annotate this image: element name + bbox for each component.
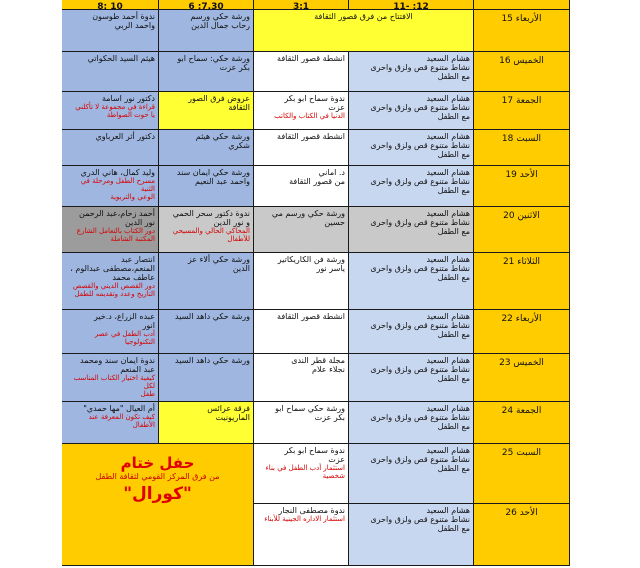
workshop-cell [159, 207, 254, 253]
workshop-cell [159, 310, 254, 354]
workshop-line: ورشة حكي هيثم [195, 132, 250, 141]
closing-subtitle: من فرق المركز القومي لثقافة الطفل [95, 472, 220, 481]
session-line: حسين [324, 218, 345, 227]
opening-text: الافتتاح من فرق قصور الثقافة [314, 12, 413, 21]
day-cell [474, 52, 570, 92]
workshop-cell [159, 354, 254, 402]
activity-line: مع الطفل [437, 72, 470, 81]
session-cell [254, 130, 349, 166]
day-cell [474, 207, 570, 253]
activity-line: نشاط متنوع قص ولزق واحرى [370, 264, 470, 273]
seminar-note: التكنولوجيا [124, 338, 155, 346]
activity-cell [349, 92, 474, 130]
session-cell [254, 207, 349, 253]
header-col1: 10 :8 [62, 0, 159, 10]
activity-line: نشاط متنوع قص ولزق واحرى [370, 103, 470, 112]
activity-line: هشام السعيد [426, 312, 470, 321]
session-cell [254, 52, 349, 92]
day-label: الاثنين 20 [503, 211, 540, 221]
session-line: عزت [328, 455, 345, 464]
activity-cell [349, 207, 474, 253]
workshop-line: ورشة حكي داهد السيد [175, 356, 250, 365]
activity-cell [349, 166, 474, 207]
day-label: الأربعاء 15 [501, 14, 542, 24]
activity-cell [349, 402, 474, 444]
day-label: الأربعاء 22 [501, 314, 542, 324]
seminar-note: التاريخ وعدد وتقديمه للطفل [74, 290, 155, 298]
seminar-line: وليد كمال، هاني الدري [80, 168, 155, 177]
day-label: الخميس 16 [499, 56, 544, 66]
session-cell [254, 166, 349, 207]
workshop-line: شكري [228, 141, 250, 150]
day-label: الجمعة 17 [501, 96, 542, 106]
activity-line: هشام السعيد [426, 404, 470, 413]
seminar-line: دكتور نور اسامة [101, 94, 155, 103]
workshop-line: فرقة عرائس [207, 404, 250, 413]
day-label: الأحد 26 [505, 508, 538, 518]
activity-cell [349, 130, 474, 166]
workshop-line: الماريونيت [215, 413, 250, 422]
workshop-line: ندوة دكتور سحر الحمي [172, 209, 250, 218]
seminar-note: الوعي والتربوية [110, 193, 155, 201]
opening-cell [254, 10, 474, 52]
activity-line: مع الطفل [437, 374, 470, 383]
seminar-note: المكتبة الشاملة [110, 235, 155, 243]
seminar-note: قراءة في مجموعة لا تأكلني [75, 103, 155, 111]
activity-cell [349, 310, 474, 354]
session-line: بكر عزت [314, 413, 345, 422]
activity-line: هشام السعيد [426, 356, 470, 365]
closing-name: "كورال" [123, 484, 192, 504]
activity-line: مع الطفل [437, 150, 470, 159]
session-note: استثمار الاداره الجينية للأبناء [264, 515, 345, 523]
day-cell [474, 504, 570, 566]
workshop-line: ورشة حكي: سماح ابو [177, 54, 250, 63]
session-line: من قصور الثقافة [289, 177, 345, 186]
seminar-line: انتصار عبد [120, 255, 155, 264]
workshop-line: رحاب جمال الدين [191, 21, 250, 30]
seminar-line: ندوة أحمد طوسون [92, 12, 155, 21]
activity-line: نشاط متنوع قص ولزق واحرى [370, 177, 470, 186]
seminar-line: دكتور أثر العرباوي [95, 132, 155, 141]
workshop-line: ورشة حكي ألاء عز [187, 255, 250, 264]
activity-line: هشام السعيد [426, 132, 470, 141]
session-line: نجلاء علام [312, 365, 345, 374]
workshop-line: الثقافة [228, 103, 250, 112]
seminar-line: عبد المنعم [120, 365, 155, 374]
activity-line: نشاط متنوع قص ولزق واحرى [370, 455, 470, 464]
session-line: ندوة سماح ابو بكر [284, 94, 345, 103]
activity-line: مع الطفل [437, 464, 470, 473]
seminar-line: انور [142, 321, 155, 330]
workshop-cell [159, 10, 254, 52]
session-cell [254, 402, 349, 444]
seminar-line: أم العيال "مها حمدي" [83, 404, 155, 413]
session-line: ندوة سماح ابو بكر [284, 446, 345, 455]
activity-cell [349, 354, 474, 402]
header-col2: 7.30: 6 [159, 0, 254, 10]
activity-line: نشاط متنوع قص ولزق واحرى [370, 141, 470, 150]
seminar-note: دور الكتاب بالتعامل الشارع [76, 227, 155, 235]
seminar-cell [62, 207, 159, 253]
session-line: ياسر نور [316, 264, 345, 273]
activity-line: هشام السعيد [426, 506, 470, 515]
session-line: انشطة قصور الثقافة [277, 132, 345, 141]
workshop-cell [159, 166, 254, 207]
schedule-table [62, 0, 570, 568]
day-cell [474, 253, 570, 310]
activity-line: نشاط متنوع قص ولزق واحرى [370, 321, 470, 330]
workshop-cell [159, 402, 254, 444]
seminar-cell [62, 310, 159, 354]
activity-line: مع الطفل [437, 186, 470, 195]
workshop-line: الدين [232, 264, 250, 273]
seminar-note: طفل [140, 390, 155, 398]
seminar-cell [62, 402, 159, 444]
header-col5 [474, 0, 570, 10]
activity-line: مع الطفل [437, 227, 470, 236]
seminar-note: دور القصص الديني والقصص [72, 282, 155, 290]
session-cell [254, 354, 349, 402]
session-note: استثمار أدب الطفل في بناء [265, 464, 345, 472]
activity-line: هشام السعيد [426, 446, 470, 455]
workshop-cell [159, 253, 254, 310]
day-cell [474, 166, 570, 207]
activity-line: مع الطفل [437, 524, 470, 533]
seminar-line: هيثم السيد الحكواتي [87, 54, 155, 63]
session-line: ندوة مصطفى النجار [278, 506, 345, 515]
activity-line: هشام السعيد [426, 94, 470, 103]
session-line: ورشة حكي ورسم مي [271, 209, 345, 218]
activity-cell [349, 444, 474, 504]
seminar-cell [62, 130, 159, 166]
activity-line: مع الطفل [437, 330, 470, 339]
seminar-note: يا حوت الصواطة [106, 111, 155, 119]
seminar-cell [62, 166, 159, 207]
activity-line: مع الطفل [437, 112, 470, 121]
seminar-cell [62, 92, 159, 130]
day-label: الخميس 23 [499, 358, 544, 368]
seminar-note: مسرح الطفل ومرحلة في الثنية [80, 177, 155, 193]
day-cell [474, 310, 570, 354]
workshop-cell [159, 130, 254, 166]
seminar-line: أحمد زحام،عبد الرحمن [79, 209, 155, 218]
activity-line: نشاط متنوع قص ولزق واحرى [370, 63, 470, 72]
seminar-line: عاطف محمد [112, 273, 155, 282]
closing-ceremony-cell [62, 444, 254, 566]
session-cell [254, 92, 349, 130]
session-cell [254, 310, 349, 354]
session-line: د. اماني [318, 168, 345, 177]
header-col3: 3:1 [254, 0, 349, 10]
activity-line: نشاط متنوع قص ولزق واحرى [370, 218, 470, 227]
session-line: ورشة فن الكاريكاتير [277, 255, 345, 264]
seminar-note: كيف تكون المعرفة عند الأطفال [88, 413, 155, 429]
day-label: السبت 18 [501, 134, 542, 144]
session-line: انشطة قصور الثقافة [277, 54, 345, 63]
session-line: ورشة حكي سماح ابو [275, 404, 345, 413]
seminar-note: كيفية اختيار الكتاب المناسب لكل [73, 374, 155, 390]
workshop-line: ورشة حكي ورسم [190, 12, 250, 21]
day-cell [474, 10, 570, 52]
session-cell [254, 444, 349, 504]
workshop-line: واحمد عبد النعيم [195, 177, 250, 186]
day-label: الأحد 19 [505, 170, 538, 180]
seminar-line: عبده الزراع، د.خير [93, 312, 155, 321]
day-cell [474, 354, 570, 402]
seminar-line: المنعم،مصطفى عبدالوم ، [70, 264, 155, 273]
activity-line: مع الطفل [437, 422, 470, 431]
session-note: شخصية [322, 472, 345, 480]
activity-line: نشاط متنوع قص ولزق واحرى [370, 365, 470, 374]
seminar-cell [62, 52, 159, 92]
session-cell [254, 504, 349, 566]
schedule-grid [62, 0, 570, 568]
day-label: الجمعة 24 [501, 406, 542, 416]
activity-line: نشاط متنوع قص ولزق واحرى [370, 515, 470, 524]
activity-line: مع الطفل [437, 273, 470, 282]
session-line: عزت [328, 103, 345, 112]
seminar-cell [62, 253, 159, 310]
day-label: الثلاثاء 21 [502, 257, 541, 267]
workshop-line: عروض فرق الصور [188, 94, 250, 103]
day-cell [474, 444, 570, 504]
workshop-line: ورشة حكي داهد السيد [175, 312, 250, 321]
session-cell [254, 253, 349, 310]
workshop-line: بكر عزت [219, 63, 250, 72]
activity-line: هشام السعيد [426, 54, 470, 63]
seminar-cell [62, 354, 159, 402]
activity-line: نشاط متنوع قص ولزق واحرى [370, 413, 470, 422]
session-note: الدنيا في الكتاب والكاتب [274, 112, 345, 120]
header-col4: 12: -11 [349, 0, 474, 10]
workshop-cell [159, 92, 254, 130]
activity-cell [349, 504, 474, 566]
day-label: السبت 25 [501, 448, 542, 458]
day-cell [474, 402, 570, 444]
seminar-cell [62, 10, 159, 52]
activity-line: هشام السعيد [426, 209, 470, 218]
seminar-line: واحمد الربي [114, 21, 155, 30]
activity-cell [349, 52, 474, 92]
workshop-cell [159, 52, 254, 92]
seminar-note: أدب الطفل في عصر [94, 330, 155, 338]
workshop-note: المحاكي الحالي والمسيحي للأطفال [172, 227, 250, 243]
workshop-line: و نور الدين [213, 218, 250, 227]
workshop-line: ورشة حكي ايمان سند [176, 168, 250, 177]
day-cell [474, 92, 570, 130]
session-line: انشطة قصور الثقافة [277, 312, 345, 321]
day-cell [474, 130, 570, 166]
activity-cell [349, 253, 474, 310]
activity-line: هشام السعيد [426, 255, 470, 264]
activity-line: هشام السعيد [426, 168, 470, 177]
session-line: مجلة قطر الندى [291, 356, 345, 365]
seminar-line: نور الدين [125, 218, 155, 227]
seminar-line: ندوة ايمان سند ومحمد [80, 356, 155, 365]
closing-title: حفل ختام [120, 454, 195, 472]
